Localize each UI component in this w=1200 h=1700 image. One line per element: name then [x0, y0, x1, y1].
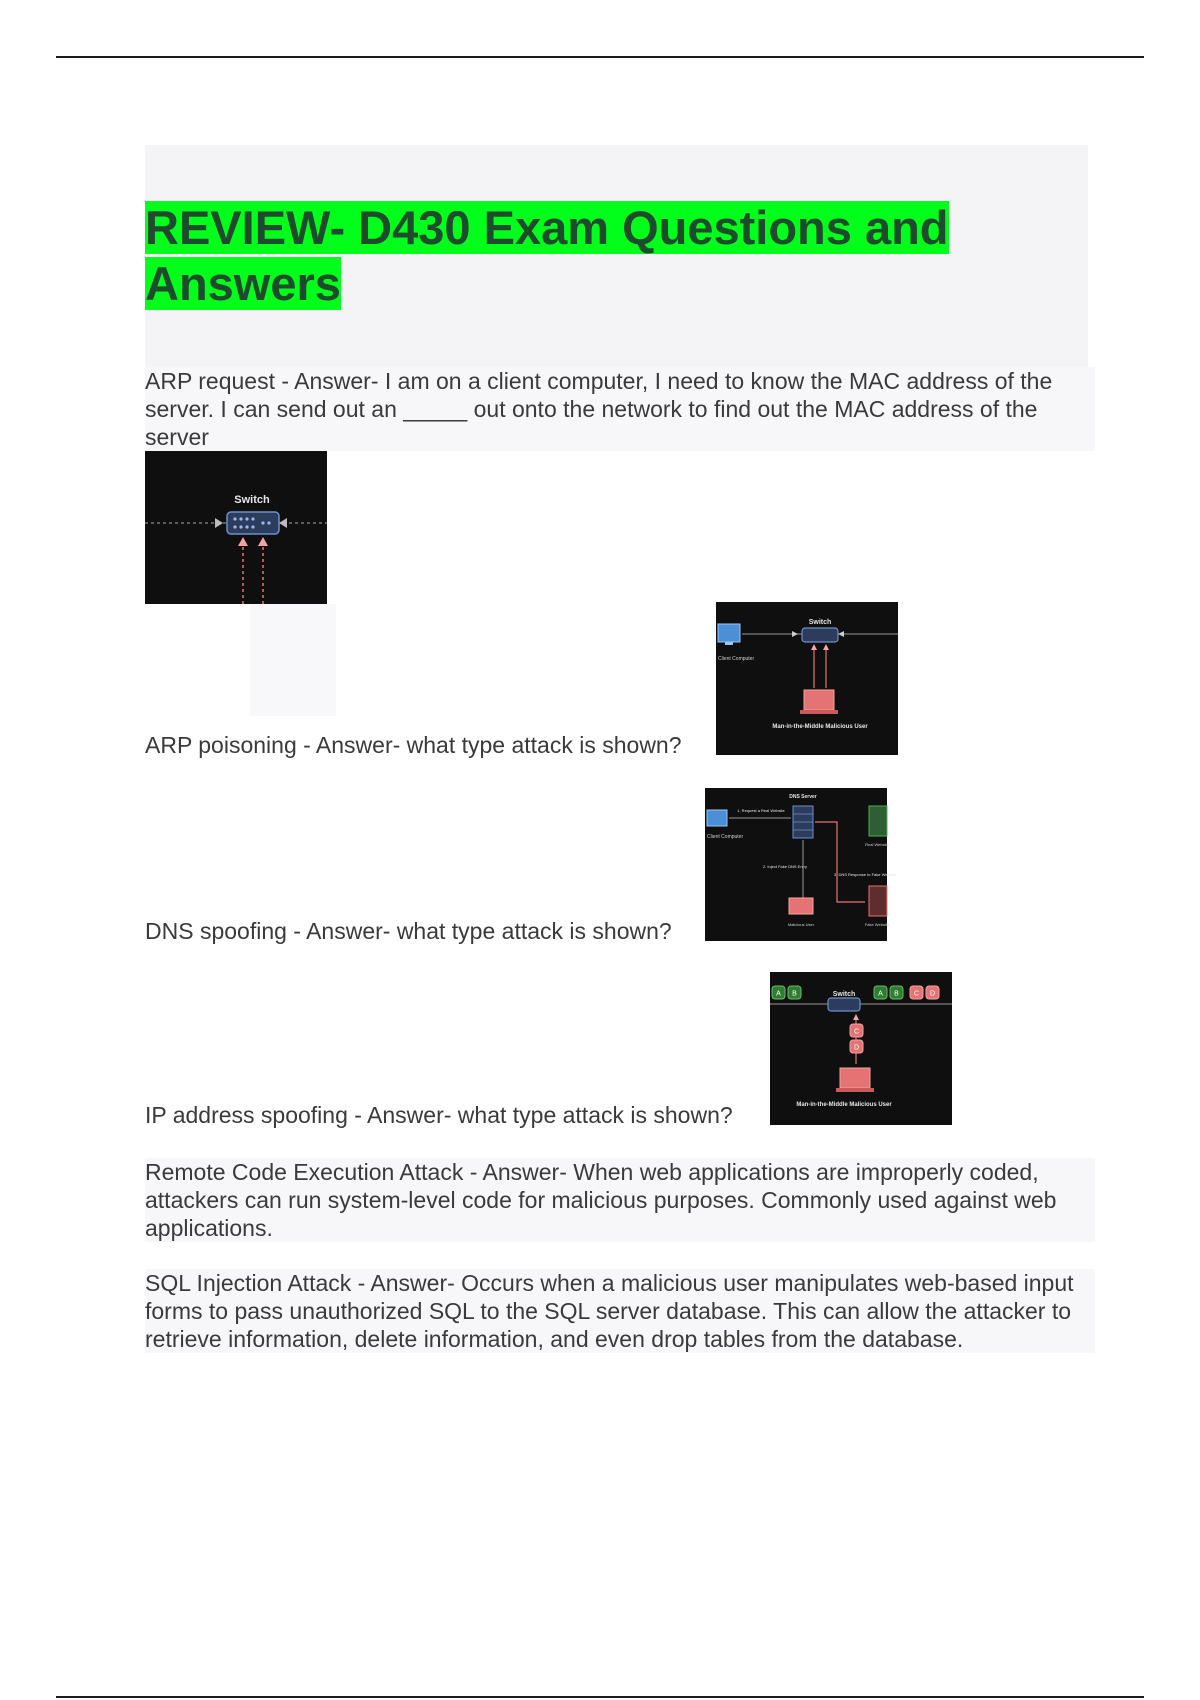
dns-spoofing-svg: [705, 788, 896, 941]
qa-arp-poisoning: ARP poisoning - Answer- what type attack is shown?: [145, 732, 682, 758]
ip-spoofing-image: [770, 972, 952, 1125]
arp-attacker-label: Man-in-the-Middle Malicious User: [772, 724, 868, 730]
dns-step2-label: 2. Inject Fake DNS Entry: [762, 864, 808, 869]
faint-artifact: [250, 604, 336, 716]
packet-right-B: [890, 986, 903, 999]
qa-dns-spoofing: DNS spoofing - Answer- what type attack is shown?: [145, 918, 672, 944]
switch-label: Switch: [234, 494, 270, 506]
packet-injected-C: [850, 1024, 863, 1037]
page-title: REVIEW- D430 Exam Questions and Answers: [145, 201, 949, 310]
dns-real-label: Real Website: [865, 842, 889, 847]
arp-client-label: Client Computer: [718, 656, 755, 662]
dns-spoofing-image: [705, 788, 896, 941]
ip-attacker-label: Man-in-the-Middle Malicious User: [796, 1102, 892, 1108]
packet-injected-D: [850, 1040, 863, 1053]
svg-text:A: A: [776, 990, 781, 998]
arp-switch-label: Switch: [808, 619, 832, 626]
dns-client-label: Client Computer: [707, 834, 744, 840]
bottom-rule: [56, 1696, 1144, 1698]
dns-fake-label: Fake Website: [864, 922, 890, 927]
svg-text:D: D: [853, 1044, 860, 1052]
svg-text:B: B: [792, 990, 797, 998]
switch-diagram-image: [145, 451, 327, 604]
svg-text:B: B: [894, 990, 899, 998]
qa-remote-code-execution: Remote Code Execution Attack - Answer- When web applications are improperly coded, attackers can run system-level code for malicious purposes. Commonly used against web applications.: [145, 1158, 1095, 1242]
switch-diagram-svg: [145, 451, 327, 604]
qa-sql-injection: SQL Injection Attack - Answer- Occurs when a malicious user manipulates web-based input forms to pass unauthorized SQL to the SQL server database. This can allow the attacker to retrieve information, delete information, and even drop tables from the database.: [145, 1269, 1095, 1353]
packet-left-B: [788, 986, 801, 999]
packet-right-A: [874, 986, 887, 999]
svg-text:A: A: [878, 990, 883, 998]
packet-right-D: [926, 986, 939, 999]
dns-step1-label: 1. Request a Real Website: [737, 808, 785, 813]
svg-text:C: C: [913, 990, 920, 998]
ip-switch-label: Switch: [832, 991, 856, 998]
top-rule: [56, 56, 1144, 58]
dns-server-label: DNS Server: [789, 794, 817, 800]
svg-text:D: D: [929, 990, 936, 998]
arp-poisoning-svg: [716, 602, 898, 755]
dns-attacker-label: Malicious User: [787, 922, 815, 927]
arp-poisoning-image: [716, 602, 898, 755]
qa-arp-request: ARP request - Answer- I am on a client computer, I need to know the MAC address of the server. I can send out an _____ out onto the network to find out the MAC address of the server: [145, 367, 1095, 451]
qa-ip-spoofing: IP address spoofing - Answer- what type attack is shown?: [145, 1102, 733, 1128]
dns-step3-label: 3. DNS Response to Fake Website: [834, 872, 896, 877]
packet-right-C: [910, 986, 923, 999]
packet-left-A: [772, 986, 785, 999]
ip-spoofing-svg: [770, 972, 952, 1125]
svg-text:C: C: [853, 1028, 860, 1036]
